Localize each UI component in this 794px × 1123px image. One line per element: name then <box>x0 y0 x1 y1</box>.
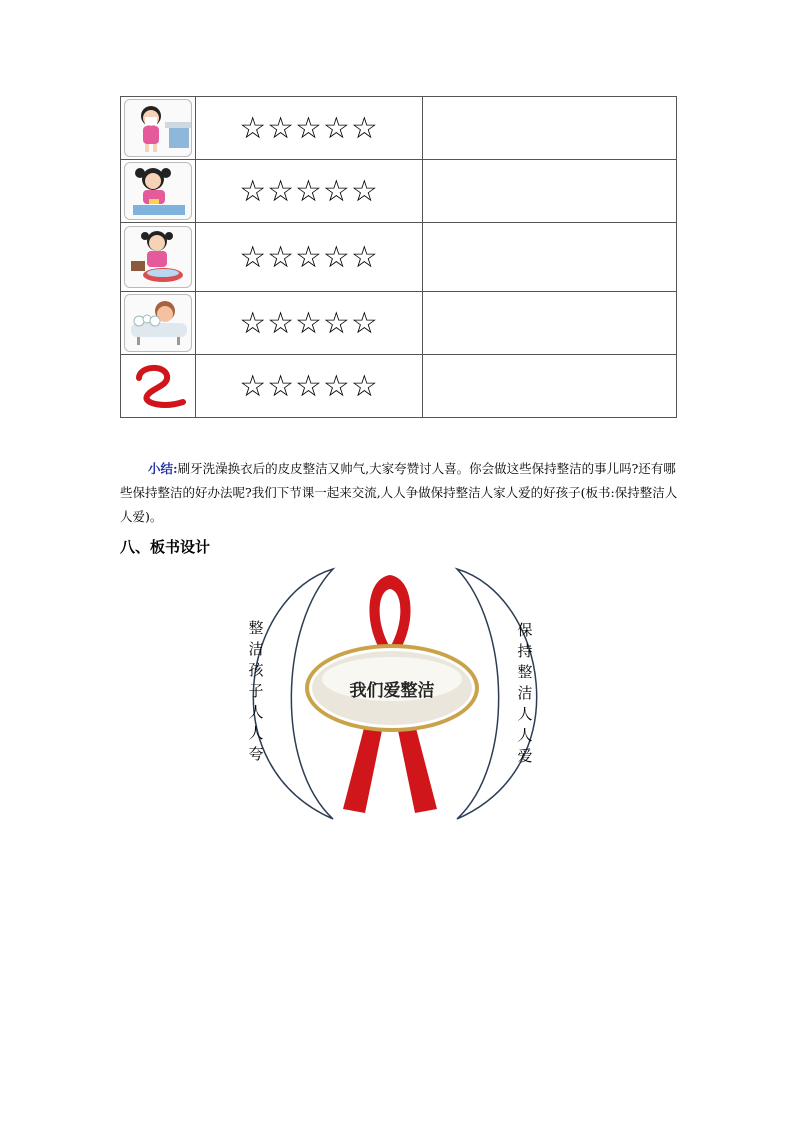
table-cell-stars <box>196 97 423 160</box>
table-cell-stars <box>196 223 423 292</box>
table-cell-picture <box>121 97 196 160</box>
table-cell-comment <box>423 97 677 160</box>
star-rating[interactable]: ☆☆☆☆☆ <box>239 305 379 341</box>
table-row <box>121 223 677 292</box>
table-row <box>121 160 677 223</box>
table-cell-comment <box>423 223 677 292</box>
table-cell-stars <box>196 292 423 355</box>
table-cell-picture <box>121 223 196 292</box>
rating-table <box>120 96 677 418</box>
summary-label: 小结: <box>148 460 178 476</box>
section-title: 八、板书设计 <box>120 538 211 556</box>
table-cell-comment <box>423 160 677 223</box>
table-cell-picture <box>121 355 196 418</box>
table-cell-comment <box>423 355 677 418</box>
star-rating[interactable]: ☆☆☆☆☆ <box>239 239 379 275</box>
board-design-diagram <box>225 565 565 823</box>
table-cell-picture <box>121 160 196 223</box>
table-cell-stars <box>196 355 423 418</box>
table-cell-picture <box>121 292 196 355</box>
board-center-title: 我们爱整洁 <box>349 680 435 701</box>
girl-washing-clothes-icon <box>124 226 192 288</box>
red-snake-icon <box>125 358 191 414</box>
left-slogan: 整洁孩子人人夸 <box>248 619 264 763</box>
table-row <box>121 97 677 160</box>
girl-washing-hands-icon <box>124 162 192 220</box>
table-row <box>121 355 677 418</box>
table-row <box>121 292 677 355</box>
star-rating[interactable]: ☆☆☆☆☆ <box>239 110 379 146</box>
right-slogan: 保持整洁人人爱 <box>517 621 533 765</box>
star-rating[interactable]: ☆☆☆☆☆ <box>239 173 379 209</box>
summary-text: 刷牙洗澡换衣后的皮皮整洁又帅气,大家夸赞讨人喜。你会做这些保持整洁的事儿吗?还有哪些保持整洁的好办法呢?我们下节课一起来交流,人人争做保持整洁人家人爱的好孩子(板书:保持整洁人人爱)。 <box>120 460 678 524</box>
child-bathing-icon <box>124 294 192 352</box>
table-cell-stars <box>196 160 423 223</box>
girl-washing-face-icon <box>124 99 192 157</box>
star-rating[interactable]: ☆☆☆☆☆ <box>239 368 379 404</box>
summary-paragraph <box>120 457 680 529</box>
table-cell-comment <box>423 292 677 355</box>
